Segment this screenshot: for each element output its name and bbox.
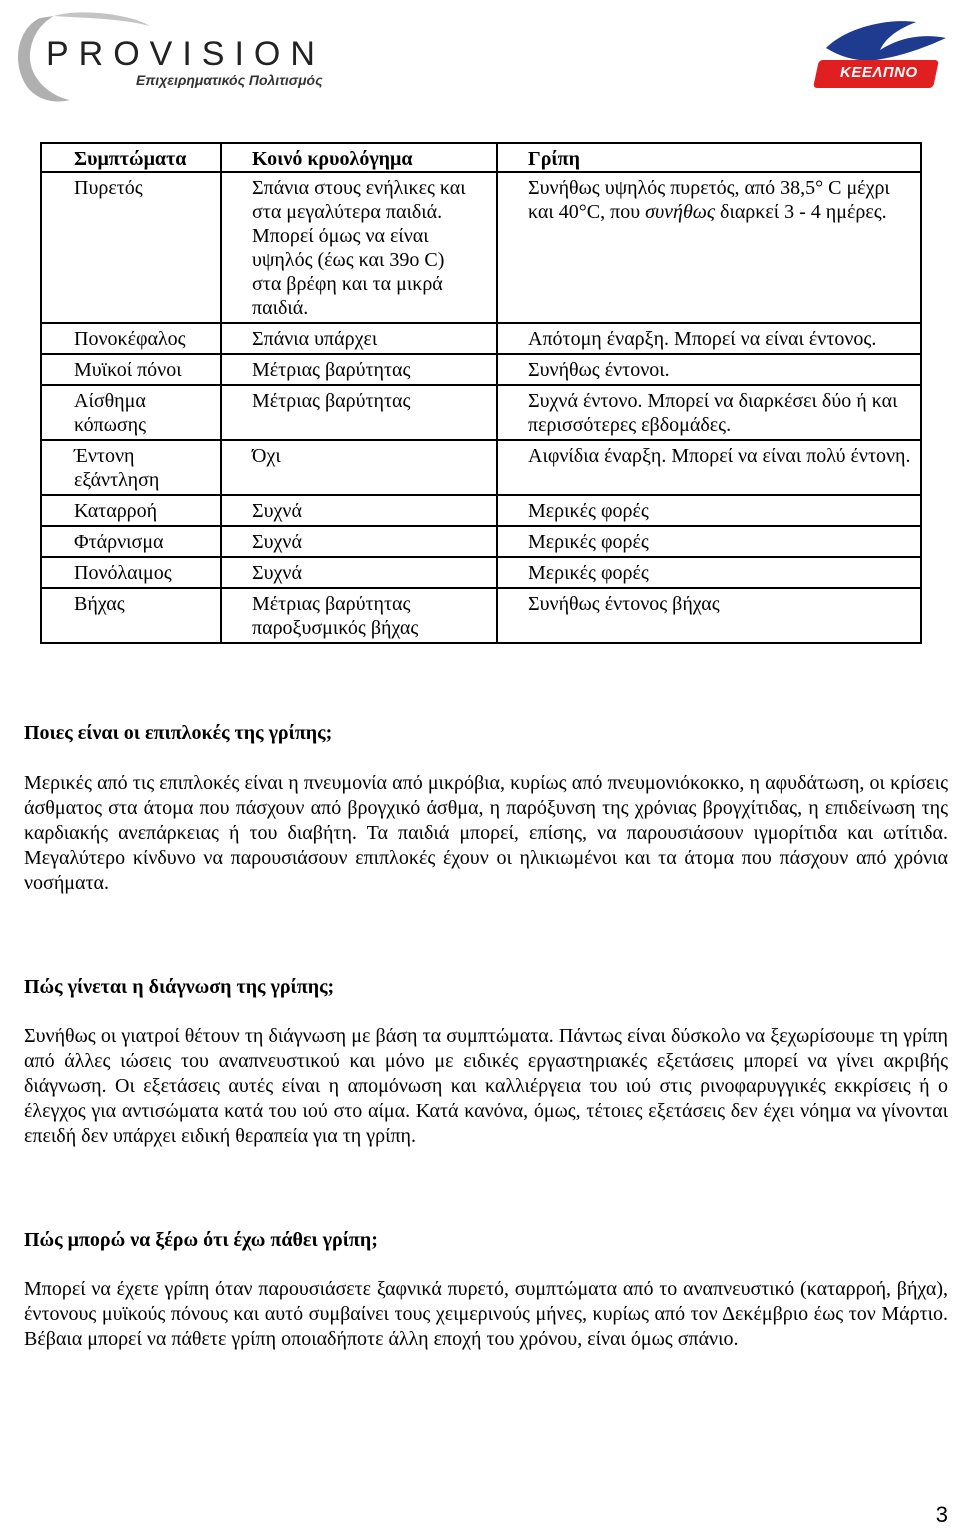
symptom-cell: Πυρετός	[41, 172, 221, 323]
symptom-cell: Πονοκέφαλος	[41, 323, 221, 354]
flu-cell	[497, 172, 921, 323]
how-to-know-heading: Πώς μπορώ να ξέρω ότι έχω πάθει γρίπη;	[24, 1229, 378, 1251]
flu-text-after: διαρκεί 3 - 4 ημέρες.	[715, 201, 887, 223]
symptom-cell: Καταρροή	[41, 495, 221, 526]
header-flu: Γρίπη	[497, 143, 921, 172]
flu-cell: Συχνά έντονο. Μπορεί να διαρκέσει δύο ή και περισσότερες εβδομάδες.	[497, 385, 921, 440]
cold-cell: Συχνά	[221, 526, 497, 557]
symptom-cell: Αίσθημα κόπωσης	[41, 385, 221, 440]
table-row	[41, 440, 921, 495]
header-common-cold: Κοινό κρυολόγημα	[221, 143, 497, 172]
flu-cell: Μερικές φορές	[497, 557, 921, 588]
table-row	[41, 495, 921, 526]
cold-cell: Συχνά	[221, 557, 497, 588]
dove-icon	[806, 8, 956, 108]
diagnosis-section	[24, 974, 948, 1149]
symptom-cell: Μυϊκοί πόνοι	[41, 354, 221, 385]
cold-cell: Όχι	[221, 440, 497, 495]
table-row	[41, 588, 921, 643]
symptom-cell: Έντονη εξάντληση	[41, 440, 221, 495]
symptom-cell: Πονόλαιμος	[41, 557, 221, 588]
cold-text: Σπάνια στους ενήλικες και στα μεγαλύτερα παιδιά. Μπορεί όμως να είναι υψηλός (έως και 39ο C) στα βρέφη και τα μικρά παιδιά.	[252, 177, 466, 319]
table-row	[41, 526, 921, 557]
complications-heading: Ποιες είναι οι επιπλοκές της γρίπης;	[24, 722, 333, 744]
diagnosis-heading: Πώς γίνεται η διάγνωση της γρίπης;	[24, 976, 335, 998]
flu-text-before: Συνήθως υψηλός πυρετός, από 38,5° C μέχρι και 40°C, που	[528, 177, 890, 223]
table-row	[41, 172, 921, 323]
provision-logo-subtitle: Επιχειρηματικός Πολιτισμός	[136, 72, 323, 88]
flu-cell: Μερικές φορές	[497, 495, 921, 526]
page-number: 3	[935, 1502, 948, 1527]
flu-text-emphasis: συνήθως	[645, 201, 716, 223]
diagnosis-paragraph: Συνήθως οι γιατροί θέτουν τη διάγνωση με βάση τα συμπτώματα. Πάντως είναι δύσκολο να ξεχωρίσουμε τη γρίπη από άλλες ιώσεις του αναπνευστικού και μόνο με ειδικές εργαστηριακές εξετάσεις μπορεί να γίνει ακριβής διάγνωση. Οι εξετάσεις αυτές είναι η απομόνωση και καλλιέργεια του ιού στις ρινοφαρυγγικές εκκρίσεις ή ο έλεγχος για αντισώματα κατά του ιού στο αίμα. Κατά κανόνα, όμως, τέτοιες εξετάσεις δεν έχει νόημα να γίνονται επειδή δεν υπάρχει ειδική θεραπεία για τη γρίπη.	[24, 1025, 948, 1147]
keelpno-logo	[806, 8, 956, 108]
header-symptoms: Συμπτώματα	[41, 143, 221, 172]
flu-cell: Συνήθως έντονοι.	[497, 354, 921, 385]
cold-cell: Σπάνια υπάρχει	[221, 323, 497, 354]
complications-section	[24, 720, 948, 896]
cold-cell	[221, 172, 497, 323]
provision-logo-word: PROVISION	[46, 35, 325, 73]
table-row	[41, 323, 921, 354]
keelpno-logo-word: ΚΕΕΛΠΝΟ	[840, 64, 918, 81]
flu-cell: Αιφνίδια έναρξη. Μπορεί να είναι πολύ έντονη.	[497, 440, 921, 495]
cold-cell: Μέτριας βαρύτητας	[221, 385, 497, 440]
cold-cell: Συχνά	[221, 495, 497, 526]
flu-cell: Συνήθως έντονος βήχας	[497, 588, 921, 643]
cold-cell: Μέτριας βαρύτητας	[221, 354, 497, 385]
table-row	[41, 354, 921, 385]
symptom-cell: Φτάρνισμα	[41, 526, 221, 557]
provision-logo	[10, 8, 330, 108]
how-to-know-paragraph: Μπορεί να έχετε γρίπη όταν παρουσιάσετε ξαφνικά πυρετό, συμπτώματα από το αναπνευστικό (καταρροή, βήχα), έντονους μυϊκούς πόνους και αυτό συμβαίνει τους χειμερινούς μήνες, κυρίως από τον Δεκέμβριο έως τον Μάρτιο. Βέβαια μπορεί να πάθετε γρίπη οποιαδήποτε άλλη εποχή του χρόνου, είναι όμως σπάνιο.	[24, 1278, 948, 1350]
symptom-cell: Βήχας	[41, 588, 221, 643]
cold-cell: Μέτριας βαρύτητας παροξυσμικός βήχας	[221, 588, 497, 643]
flu-cell: Μερικές φορές	[497, 526, 921, 557]
flu-cell: Απότομη έναρξη. Μπορεί να είναι έντονος.	[497, 323, 921, 354]
complications-paragraph: Μερικές από τις επιπλοκές είναι η πνευμονία από μικρόβια, κυρίως από πνευμονιόκοκκο, η αφυδάτωση, οι κρίσεις άσθματος στα άτομα που πάσχουν από βρογχικό άσθμα, η παρόξυνση της χρόνιας βρογχίτιδας, η επιδείνωση της καρδιακής ανεπάρκειας ή του διαβήτη. Τα παιδιά μπορεί, επίσης, να παρουσιάσουν ιγμορίτιδα και ωτίτιδα. Μεγαλύτερο κίνδυνο να παρουσιάσουν επιπλοκές έχουν οι ηλικιωμένοι και τα άτομα που πάσχουν από χρόνια νοσήματα.	[24, 772, 948, 894]
symptoms-comparison-table	[40, 142, 922, 644]
table-header-row	[41, 143, 921, 172]
table-row	[41, 385, 921, 440]
how-to-know-section	[24, 1227, 948, 1352]
table-row	[41, 557, 921, 588]
